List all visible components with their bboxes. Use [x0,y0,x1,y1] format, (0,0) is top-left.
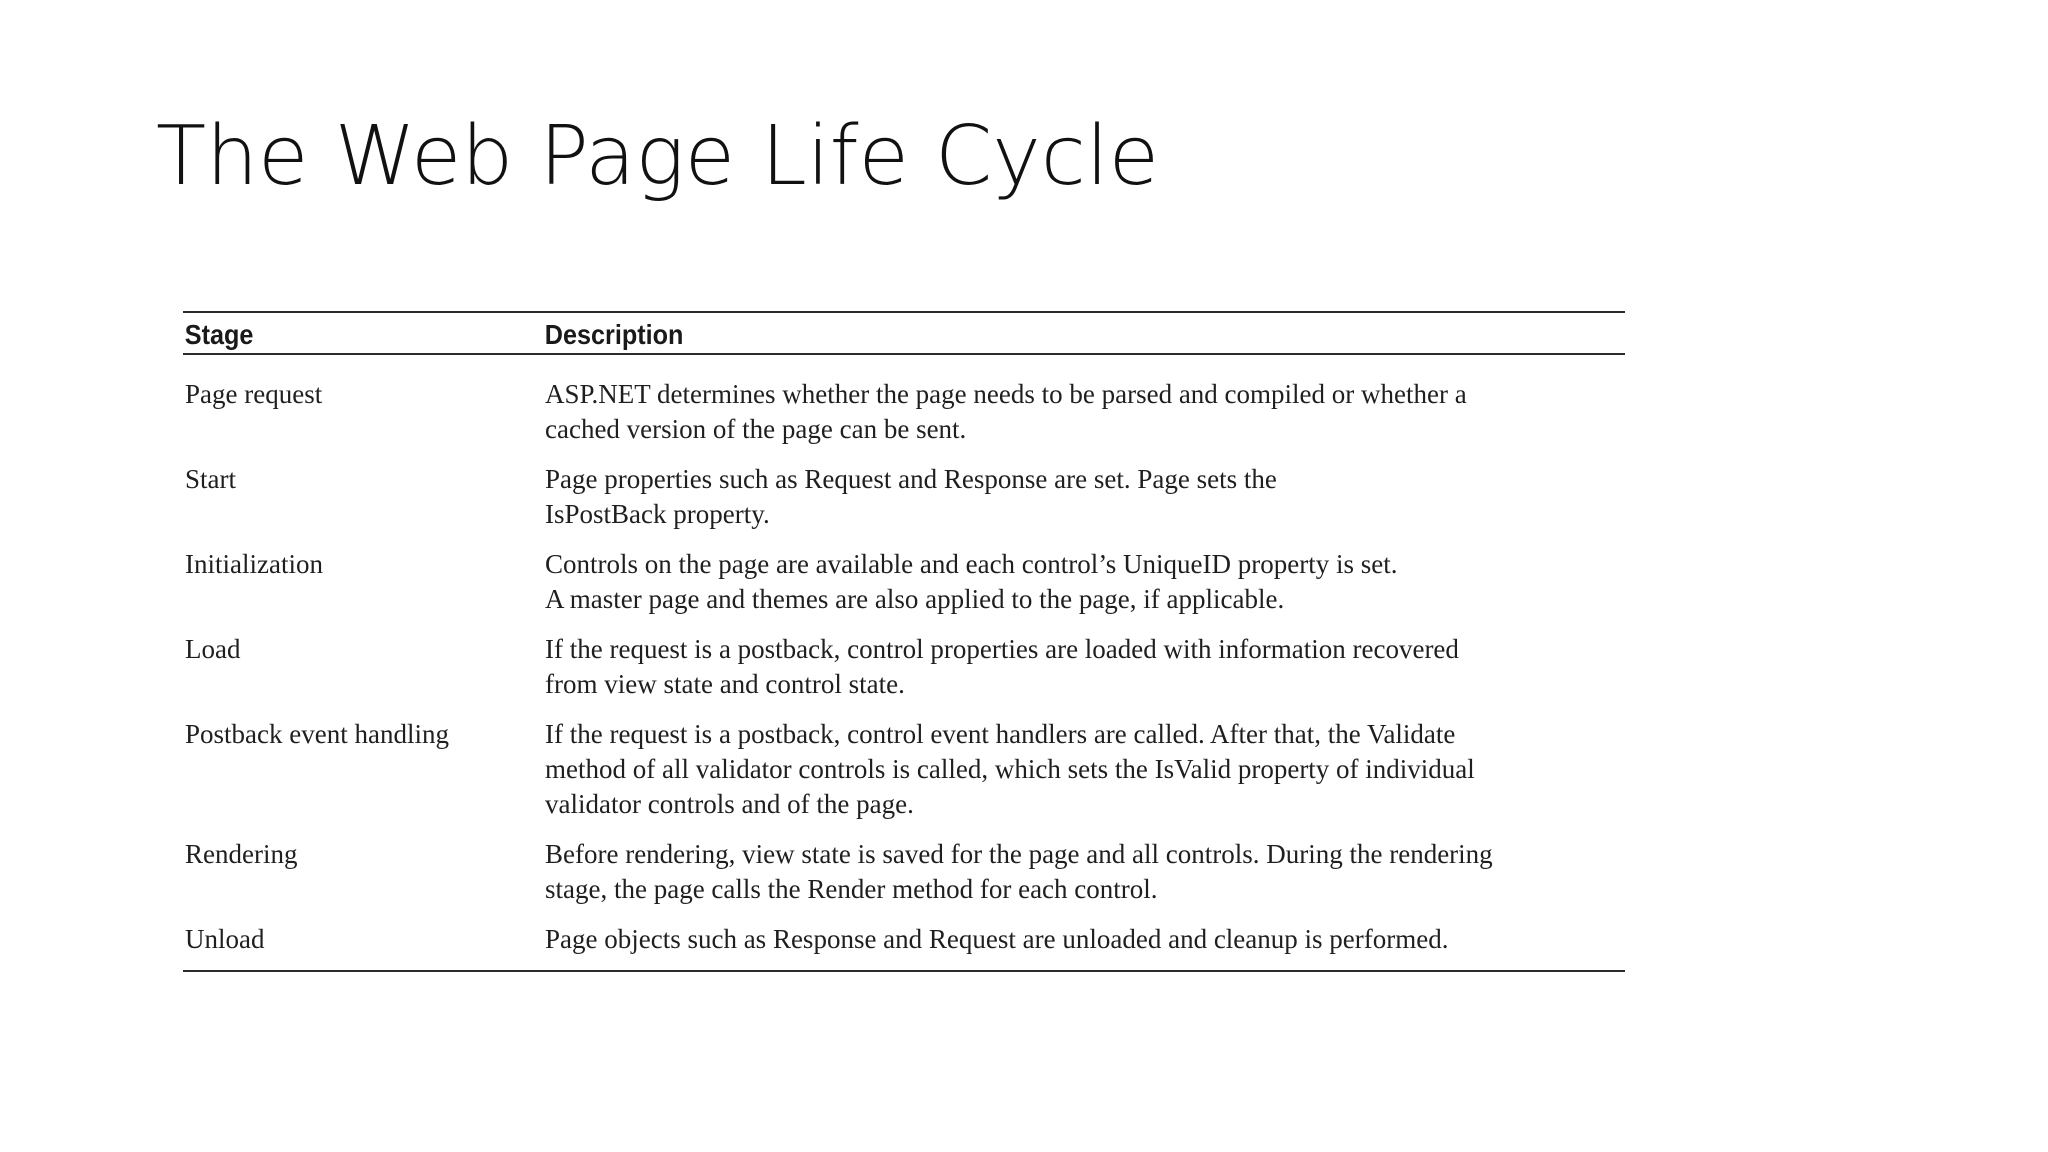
description-cell: Page objects such as Response and Request are unloaded and cleanup is performed. [545,924,1449,954]
description-cell: Page properties such as Request and Response are set. Page sets the IsPostBack property. [545,464,1277,529]
header-stage: Stage [184,319,254,350]
table-body [183,354,1625,971]
description-cell: If the request is a postback, control event handlers are called. After that, the Validate method of all validator controls is called, which sets the IsValid property of individual validator controls and of the page. [545,719,1475,819]
table-row [183,922,1625,971]
table-row [183,837,1625,922]
life-cycle-table [183,311,1625,972]
stage-cell: Page request [185,379,323,409]
stage-cell: Postback event handling [185,719,449,749]
table-row [183,632,1625,717]
stage-cell: Unload [185,924,265,954]
stage-cell: Start [185,464,236,494]
description-cell: ASP.NET determines whether the page needs to be parsed and compiled or whether a cached version of the page can be sent. [545,379,1467,444]
description-cell: Before rendering, view state is saved for the page and all controls. During the rendering stage, the page calls the Render method for each control. [545,839,1493,904]
slide-title: The Web Page Life Cycle [156,109,1160,204]
stage-cell: Rendering [185,839,298,869]
table-row [183,462,1625,547]
header-description: Description [544,319,684,350]
description-cell: If the request is a postback, control properties are loaded with information recovered from view state and control state. [545,634,1459,699]
table-row [183,717,1625,837]
life-cycle-table-container [183,311,1625,972]
description-cell: Controls on the page are available and each control’s UniqueID property is set. A master page and themes are also applied to the page, if applicable. [545,549,1398,614]
table-header-row [183,312,1625,354]
stage-cell: Initialization [185,549,323,579]
stage-cell: Load [185,634,241,664]
table-row [183,547,1625,632]
table-header [183,312,1625,354]
table-row [183,354,1625,462]
